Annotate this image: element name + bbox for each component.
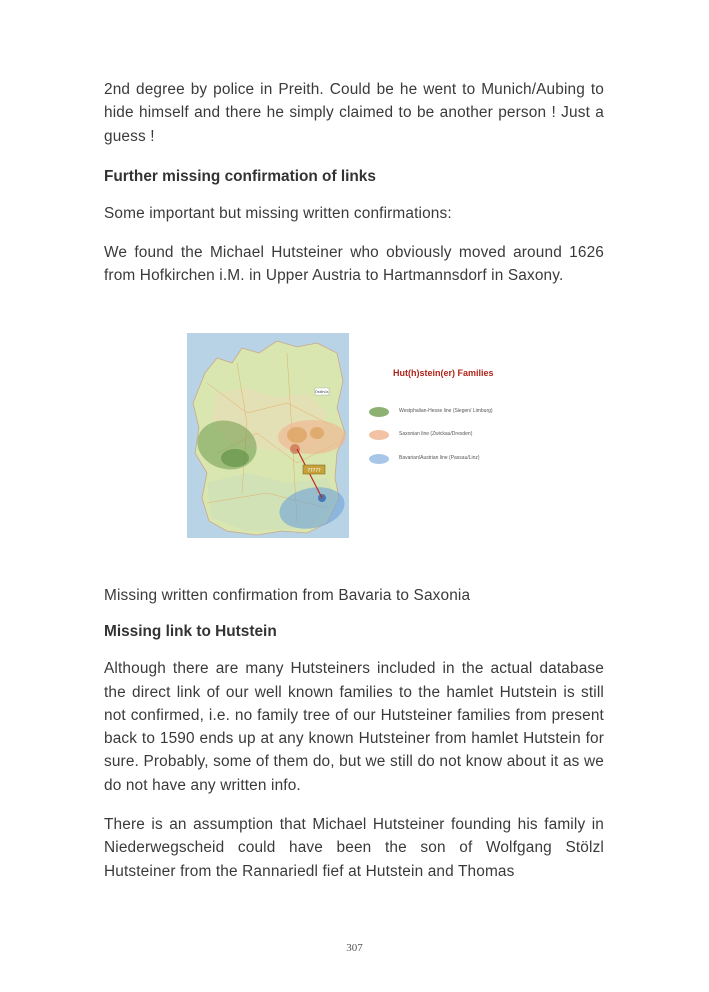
germany-map-image [187,333,349,538]
paragraph: Some important but missing written confirmations: [104,204,452,222]
legend-label: Bavarian/Austrian line (Passau/Linz) [399,455,480,461]
legend-item [369,454,519,466]
paragraph: 2nd degree by police in Preith. Could be he went to Munich/Aubing to hide himself and there he simply claimed to be another person ! Just a guess ! [104,81,604,145]
page-number: 307 [346,942,363,954]
figure-title: Hut(h)stein(er) Families [393,368,494,378]
section-heading: Missing link to Hutstein [104,623,277,641]
legend-swatch [369,454,389,464]
legend-swatch [369,430,389,440]
page-body [104,78,604,288]
legend-label: Westphalian-Hesse line (Siegen/ Limburg) [399,408,493,414]
legend-swatch [369,407,389,417]
figure-caption: Missing written confirmation from Bavaria to Saxonia [104,587,471,604]
map-small-label: Ostthür. [315,390,329,394]
legend-item [369,430,519,442]
legend-label: Saxonian line (Zwickau/Dresden) [399,431,473,437]
legend-item [369,407,519,419]
section-heading: Further missing confirmation of links [104,167,376,185]
paragraph: We found the Michael Hutsteiner who obviously moved around 1626 from Hofkirchen i.M. in Upper Austria to Hartmannsdorf in Saxony. [104,244,604,285]
family-map-figure [187,333,517,538]
map-marker-label: ????? [307,468,321,474]
paragraph: There is an assumption that Michael Hutsteiner founding his family in Niederwegscheid could have been the son of Wolfgang Stölzl Hutsteiner from the Rannariedl fief at Hutstein and Thomas [104,816,604,880]
paragraph: Although there are many Hutsteiners included in the actual database the direct link of our well known families to the hamlet Hutstein is still not confirmed, i.e. no family tree of our Hutsteiner families from present back to 1590 ends up at any known Hutsteiner from hamlet Hutstein for sure. Probably, some of them do, but we still do not know about it as we do not have any written info. [104,660,604,794]
page-body-lower [104,584,604,883]
